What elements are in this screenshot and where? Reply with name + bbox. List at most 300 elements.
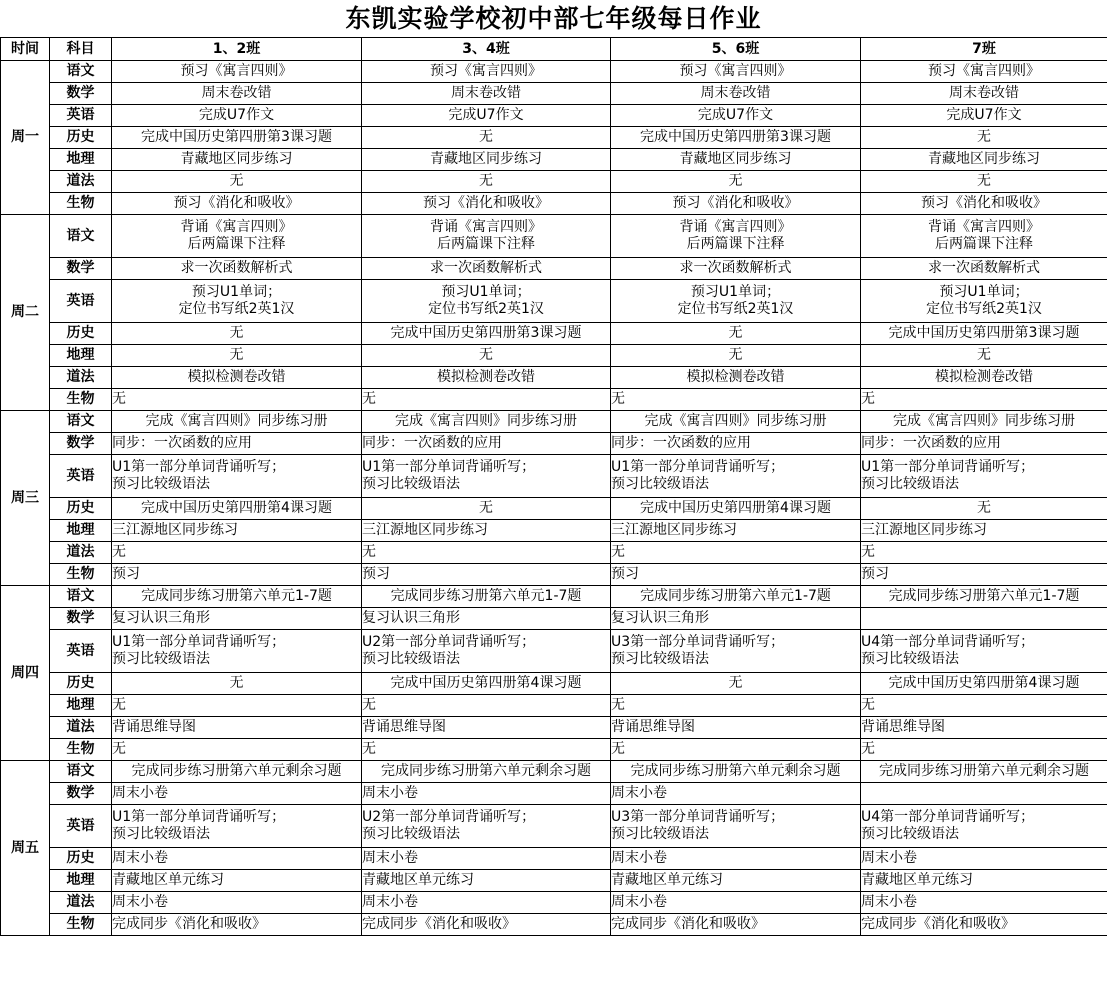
subject-label: 历史	[50, 498, 112, 520]
homework-cell	[112, 455, 362, 498]
homework-cell	[112, 892, 362, 914]
subject-label: 生物	[50, 564, 112, 586]
homework-cell	[611, 105, 861, 127]
homework-text: 无	[229, 173, 244, 189]
homework-cell	[861, 542, 1107, 564]
table-row	[1, 367, 1107, 389]
homework-cell	[362, 411, 611, 433]
homework-cell	[611, 520, 861, 542]
day-label: 周一	[1, 61, 50, 215]
homework-text: 预习《消化和吸收》	[921, 195, 1047, 211]
homework-cell	[362, 520, 611, 542]
homework-text: 定位书写纸2英1汉	[428, 301, 544, 317]
homework-text: U1第一部分单词背诵听写；	[112, 459, 286, 475]
homework-cell	[611, 805, 861, 848]
homework-text: U3第一部分单词背诵听写；	[611, 809, 785, 825]
homework-text: 完成《寓言四则》同步练习册	[395, 413, 577, 429]
homework-text: 周末小卷	[112, 785, 168, 801]
table-row	[1, 455, 1107, 498]
homework-text: U4第一部分单词背诵听写；	[861, 809, 1035, 825]
table-row	[1, 411, 1107, 433]
homework-cell	[611, 215, 861, 258]
homework-cell	[362, 892, 611, 914]
homework-cell	[611, 673, 861, 695]
homework-text: 完成U7作文	[697, 107, 774, 123]
homework-cell	[861, 673, 1107, 695]
subject-label: 生物	[50, 389, 112, 411]
homework-text: 预习U1单词；	[690, 284, 781, 300]
table-row	[1, 258, 1107, 280]
homework-text: 无	[112, 544, 126, 560]
homework-cell	[861, 367, 1107, 389]
homework-cell	[362, 193, 611, 215]
header-class: 1、2班	[112, 38, 362, 61]
homework-cell	[861, 171, 1107, 193]
day-label: 周四	[1, 586, 50, 761]
homework-text: U2第一部分单词背诵听写；	[362, 809, 536, 825]
homework-text: 无	[229, 675, 244, 691]
homework-cell	[362, 433, 611, 455]
homework-text: 同步：一次函数的应用	[861, 435, 1001, 451]
homework-cell	[611, 323, 861, 345]
homework-cell	[362, 761, 611, 783]
subject-label: 语文	[50, 761, 112, 783]
homework-text: 预习《消化和吸收》	[173, 195, 300, 211]
table-row	[1, 739, 1107, 761]
subject-label: 道法	[50, 542, 112, 564]
subject-label: 生物	[50, 193, 112, 215]
table-row	[1, 805, 1107, 848]
homework-text: 完成同步《消化和吸收》	[362, 916, 516, 932]
homework-cell	[362, 783, 611, 805]
homework-text: 预习比较级语法	[112, 651, 210, 667]
page-title: 东凯实验学校初中部七年级每日作业	[345, 4, 762, 33]
homework-cell	[611, 761, 861, 783]
homework-text: 无	[977, 129, 991, 145]
homework-text: 无	[728, 347, 743, 363]
table-row	[1, 848, 1107, 870]
homework-text: 完成中国历史第四册第3课习题	[141, 129, 332, 145]
homework-text: 三江源地区同步练习	[362, 522, 488, 538]
homework-text: 无	[479, 129, 493, 145]
homework-cell	[112, 498, 362, 520]
homework-text: 定位书写纸2英1汉	[178, 301, 295, 317]
homework-text: 求一次函数解析式	[679, 260, 792, 276]
homework-text: 无	[229, 347, 244, 363]
homework-text: 预习《寓言四则》	[679, 63, 792, 79]
subject-label: 地理	[50, 149, 112, 171]
table-row	[1, 433, 1107, 455]
homework-text: 周末小卷	[611, 785, 667, 801]
homework-text: 模拟检测卷改错	[686, 369, 785, 385]
homework-cell	[362, 673, 611, 695]
homework-text: 完成《寓言四则》同步练习册	[145, 413, 328, 429]
homework-cell	[112, 433, 362, 455]
homework-cell	[861, 149, 1107, 171]
homework-text: 完成U7作文	[448, 107, 524, 123]
homework-cell	[112, 215, 362, 258]
homework-cell	[112, 149, 362, 171]
homework-text: 青藏地区单元练习	[362, 872, 474, 888]
homework-text: 三江源地区同步练习	[861, 522, 987, 538]
homework-cell	[861, 892, 1107, 914]
homework-cell	[861, 586, 1107, 608]
table-row	[1, 61, 1107, 83]
homework-text: 青藏地区单元练习	[611, 872, 723, 888]
homework-text: 无	[977, 347, 991, 363]
homework-text: 背诵《寓言四则》	[430, 219, 542, 235]
homework-text: U2第一部分单词背诵听写；	[362, 634, 536, 650]
homework-cell	[112, 848, 362, 870]
homework-text: 复习认识三角形	[611, 610, 709, 626]
subject-label: 英语	[50, 805, 112, 848]
homework-cell	[861, 61, 1107, 83]
homework-text: 定位书写纸2英1汉	[926, 301, 1042, 317]
homework-text: 无	[112, 697, 126, 713]
homework-cell	[362, 105, 611, 127]
homework-text: 求一次函数解析式	[430, 260, 542, 276]
homework-cell	[611, 695, 861, 717]
homework-cell	[112, 717, 362, 739]
subject-label: 数学	[50, 608, 112, 630]
homework-cell	[611, 783, 861, 805]
subject-label: 地理	[50, 695, 112, 717]
homework-text: 完成同步练习册第六单元剩余习题	[131, 763, 342, 779]
homework-text: 预习U1单词；	[441, 284, 531, 300]
homework-text: 无	[611, 697, 625, 713]
homework-cell	[362, 258, 611, 280]
homework-cell	[861, 411, 1107, 433]
subject-label: 地理	[50, 345, 112, 367]
homework-cell	[861, 323, 1107, 345]
table-row	[1, 717, 1107, 739]
homework-text: 完成中国历史第四册第4课习题	[640, 500, 831, 516]
homework-text: 预习比较级语法	[861, 826, 959, 842]
homework-table	[0, 37, 1107, 936]
subject-label: 生物	[50, 739, 112, 761]
homework-cell	[861, 761, 1107, 783]
subject-label: 语文	[50, 586, 112, 608]
homework-text: 周末卷改错	[700, 85, 771, 101]
subject-label: 语文	[50, 215, 112, 258]
header-time: 时间	[1, 38, 50, 61]
homework-cell	[362, 389, 611, 411]
homework-text: 完成中国历史第四册第4课习题	[888, 675, 1080, 691]
homework-cell	[861, 783, 1107, 805]
homework-text: 预习比较级语法	[861, 651, 959, 667]
table-row	[1, 345, 1107, 367]
homework-cell	[861, 280, 1107, 323]
homework-text: 背诵《寓言四则》	[180, 219, 293, 235]
homework-cell	[362, 149, 611, 171]
homework-text: 预习比较级语法	[362, 476, 460, 492]
table-row	[1, 892, 1107, 914]
homework-cell	[611, 280, 861, 323]
homework-cell	[861, 433, 1107, 455]
homework-text: 周末小卷	[112, 894, 168, 910]
subject-label: 历史	[50, 848, 112, 870]
homework-text: 背诵思维导图	[362, 719, 446, 735]
homework-cell	[362, 608, 611, 630]
header-class: 7班	[861, 38, 1107, 61]
homework-text: 无	[728, 325, 743, 341]
day-label: 周三	[1, 411, 50, 586]
homework-text: 周末小卷	[611, 850, 667, 866]
homework-text: U1第一部分单词背诵听写；	[611, 459, 785, 475]
homework-text: 周末小卷	[362, 850, 418, 866]
homework-text: 后两篇课下注释	[187, 236, 286, 252]
table-row	[1, 215, 1107, 258]
table-row	[1, 761, 1107, 783]
table-row	[1, 673, 1107, 695]
table-row	[1, 630, 1107, 673]
homework-cell	[362, 83, 611, 105]
homework-text: 完成同步《消化和吸收》	[861, 916, 1015, 932]
header-class: 5、6班	[611, 38, 861, 61]
homework-text: 无	[977, 173, 991, 189]
homework-text: 预习比较级语法	[611, 826, 709, 842]
subject-label: 数学	[50, 258, 112, 280]
subject-label: 地理	[50, 870, 112, 892]
homework-text: 预习《消化和吸收》	[423, 195, 549, 211]
table-row	[1, 608, 1107, 630]
homework-text: 三江源地区同步练习	[611, 522, 737, 538]
homework-text: 后两篇课下注释	[935, 236, 1033, 252]
table-row	[1, 127, 1107, 149]
homework-cell	[861, 193, 1107, 215]
subject-label: 数学	[50, 433, 112, 455]
table-row	[1, 105, 1107, 127]
homework-cell	[362, 914, 611, 936]
subject-label: 数学	[50, 83, 112, 105]
homework-cell	[611, 367, 861, 389]
homework-cell	[112, 586, 362, 608]
homework-cell	[861, 520, 1107, 542]
homework-cell	[861, 717, 1107, 739]
homework-cell	[861, 564, 1107, 586]
homework-text: 完成中国历史第四册第4课习题	[141, 500, 332, 516]
homework-cell	[362, 564, 611, 586]
homework-text: 无	[479, 500, 493, 516]
homework-cell	[362, 367, 611, 389]
homework-text: 预习	[112, 566, 140, 582]
homework-text: 预习	[362, 566, 390, 582]
table-row	[1, 280, 1107, 323]
homework-cell	[861, 105, 1107, 127]
homework-text: 预习	[611, 566, 639, 582]
homework-cell	[611, 892, 861, 914]
homework-cell	[861, 215, 1107, 258]
table-row	[1, 695, 1107, 717]
homework-cell	[861, 805, 1107, 848]
homework-text: 无	[611, 391, 625, 407]
table-row	[1, 542, 1107, 564]
homework-cell	[112, 761, 362, 783]
homework-text: U4第一部分单词背诵听写；	[861, 634, 1035, 650]
homework-text: 预习比较级语法	[362, 826, 460, 842]
homework-text: 无	[728, 173, 743, 189]
homework-text: 青藏地区同步练习	[679, 151, 792, 167]
homework-text: 预习《寓言四则》	[180, 63, 293, 79]
homework-text: 复习认识三角形	[362, 610, 460, 626]
homework-cell	[112, 367, 362, 389]
subject-label: 语文	[50, 61, 112, 83]
homework-text: 周末小卷	[362, 785, 418, 801]
homework-text: 模拟检测卷改错	[187, 369, 286, 385]
homework-cell	[112, 389, 362, 411]
homework-cell	[362, 171, 611, 193]
table-row	[1, 323, 1107, 345]
homework-text: U1第一部分单词背诵听写；	[861, 459, 1035, 475]
homework-cell	[112, 411, 362, 433]
subject-label: 道法	[50, 367, 112, 389]
homework-cell	[112, 127, 362, 149]
homework-text: 定位书写纸2英1汉	[677, 301, 794, 317]
homework-cell	[362, 717, 611, 739]
homework-cell	[611, 193, 861, 215]
homework-cell	[362, 848, 611, 870]
day-label: 周二	[1, 215, 50, 411]
homework-cell	[611, 542, 861, 564]
homework-cell	[112, 783, 362, 805]
homework-text: 背诵《寓言四则》	[928, 219, 1040, 235]
homework-text: 复习认识三角形	[112, 610, 210, 626]
homework-cell	[861, 739, 1107, 761]
table-row	[1, 586, 1107, 608]
subject-label: 英语	[50, 280, 112, 323]
homework-cell	[861, 455, 1107, 498]
homework-text: 青藏地区同步练习	[430, 151, 542, 167]
homework-cell	[861, 608, 1107, 630]
homework-cell	[112, 805, 362, 848]
homework-cell	[611, 564, 861, 586]
homework-text: 预习	[861, 566, 889, 582]
homework-cell	[362, 695, 611, 717]
homework-cell	[861, 630, 1107, 673]
homework-text: 预习比较级语法	[611, 651, 709, 667]
table-row	[1, 149, 1107, 171]
homework-cell	[611, 83, 861, 105]
homework-text: 周末小卷	[611, 894, 667, 910]
homework-text: 周末小卷	[362, 894, 418, 910]
homework-text: 完成U7作文	[946, 107, 1022, 123]
table-body	[1, 38, 1107, 936]
homework-text: 周末卷改错	[451, 85, 521, 101]
subject-label: 英语	[50, 105, 112, 127]
homework-text: 后两篇课下注释	[686, 236, 785, 252]
homework-cell	[112, 193, 362, 215]
homework-cell	[362, 739, 611, 761]
homework-cell	[611, 586, 861, 608]
homework-text: 无	[362, 741, 376, 757]
homework-cell	[611, 717, 861, 739]
homework-cell	[861, 258, 1107, 280]
table-row	[1, 389, 1107, 411]
homework-cell	[861, 848, 1107, 870]
homework-text: 周末卷改错	[201, 85, 272, 101]
homework-text: 三江源地区同步练习	[112, 522, 238, 538]
homework-text: 完成同步练习册第六单元剩余习题	[879, 763, 1089, 779]
homework-cell	[362, 542, 611, 564]
homework-cell	[362, 345, 611, 367]
homework-cell	[611, 411, 861, 433]
homework-cell	[611, 498, 861, 520]
homework-text: 完成同步《消化和吸收》	[112, 916, 266, 932]
homework-cell	[112, 520, 362, 542]
homework-cell	[362, 215, 611, 258]
homework-cell	[861, 83, 1107, 105]
homework-cell	[611, 61, 861, 83]
homework-text: 预习比较级语法	[611, 476, 709, 492]
homework-text: 无	[112, 741, 126, 757]
homework-cell	[611, 433, 861, 455]
homework-cell	[362, 630, 611, 673]
homework-text: 周末小卷	[861, 894, 917, 910]
homework-text: 完成中国历史第四册第3课习题	[640, 129, 831, 145]
homework-cell	[611, 870, 861, 892]
homework-cell	[112, 870, 362, 892]
homework-text: 无	[112, 391, 126, 407]
homework-text: 预习比较级语法	[861, 476, 959, 492]
subject-label: 历史	[50, 127, 112, 149]
homework-text: 无	[861, 544, 875, 560]
homework-text: 后两篇课下注释	[437, 236, 535, 252]
table-row	[1, 914, 1107, 936]
homework-cell	[112, 61, 362, 83]
homework-cell	[112, 345, 362, 367]
homework-text: 无	[977, 500, 991, 516]
homework-cell	[861, 914, 1107, 936]
homework-text: U1第一部分单词背诵听写；	[112, 634, 286, 650]
header-subject: 科目	[50, 38, 112, 61]
homework-text: 模拟检测卷改错	[935, 369, 1033, 385]
subject-label: 道法	[50, 892, 112, 914]
homework-cell	[611, 345, 861, 367]
subject-label: 历史	[50, 323, 112, 345]
homework-text: 无	[611, 741, 625, 757]
homework-cell	[362, 586, 611, 608]
homework-text: 无	[861, 697, 875, 713]
homework-cell	[861, 127, 1107, 149]
homework-text: 预习比较级语法	[112, 476, 210, 492]
homework-cell	[611, 149, 861, 171]
homework-cell	[112, 171, 362, 193]
table-row	[1, 870, 1107, 892]
homework-text: 背诵思维导图	[112, 719, 196, 735]
homework-text: 无	[611, 544, 625, 560]
homework-cell	[611, 455, 861, 498]
homework-text: 完成同步《消化和吸收》	[611, 916, 765, 932]
homework-text: 完成《寓言四则》同步练习册	[893, 413, 1075, 429]
homework-text: 完成中国历史第四册第4课习题	[390, 675, 582, 691]
homework-text: 无	[362, 391, 376, 407]
homework-cell	[611, 258, 861, 280]
homework-cell	[611, 630, 861, 673]
table-row	[1, 564, 1107, 586]
subject-label: 历史	[50, 673, 112, 695]
subject-label: 道法	[50, 717, 112, 739]
homework-text: 预习《寓言四则》	[928, 63, 1040, 79]
homework-text: 完成《寓言四则》同步练习册	[644, 413, 827, 429]
homework-cell	[112, 280, 362, 323]
homework-cell	[112, 258, 362, 280]
homework-cell	[112, 739, 362, 761]
homework-cell	[611, 914, 861, 936]
homework-text: 预习比较级语法	[112, 826, 210, 842]
table-row	[1, 193, 1107, 215]
homework-cell	[362, 323, 611, 345]
homework-text: 无	[728, 675, 743, 691]
